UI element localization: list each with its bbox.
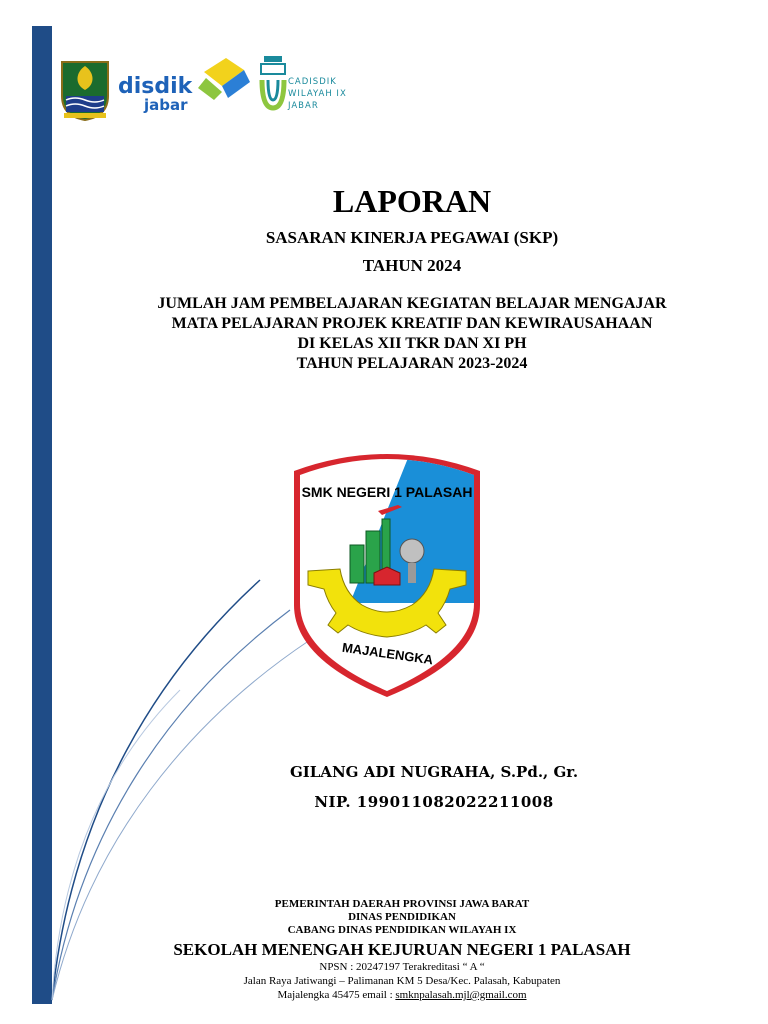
header-logos [58, 50, 458, 130]
school-emblem-region: MAJALENGKA [341, 639, 435, 668]
cadisdik-line-2: WILAYAH IX [288, 89, 347, 99]
disdik-region-wordmark: jabar [144, 96, 188, 114]
description-line-4: TAHUN PELAJARAN 2023-2024 [296, 355, 528, 372]
report-subtitle: SASARAN KINERJA PEGAWAI (SKP) [265, 228, 559, 247]
report-title: LAPORAN [332, 183, 492, 219]
author-name: GILANG ADI NUGRAHA, S.Pd., Gr. [289, 763, 579, 781]
cadisdik-line-1: CADISDIK [288, 77, 337, 87]
footer-department: DINAS PENDIDIKAN [348, 911, 456, 923]
footer-branch: CABANG DINAS PENDIDIKAN WILAYAH IX [287, 924, 517, 936]
footer-government: PEMERINTAH DAERAH PROVINSI JAWA BARAT [274, 898, 530, 910]
description-line-2: MATA PELAJARAN PROJEK KREATIF DAN KEWIRAUSAHAAN [171, 315, 653, 332]
description-line-1: JUMLAH JAM PEMBELAJARAN KEGIATAN BELAJAR MENGAJAR [157, 295, 667, 312]
jabar-province-emblem [58, 56, 112, 122]
description-line-3: DI KELAS XII TKR DAN XI PH [297, 335, 527, 352]
school-emblem [290, 453, 484, 697]
footer-address-line-2 [56, 990, 748, 1001]
footer-school-name: SEKOLAH MENENGAH KEJURUAN NEGERI 1 PALASAH [173, 940, 631, 959]
cadisdik-line-3: JABAR [288, 101, 319, 111]
author-nip: NIP. 199011082022211008 [314, 793, 554, 811]
school-emblem-name: SMK NEGERI 1 PALASAH [301, 484, 473, 500]
footer-address-line-1: Jalan Raya Jatiwangi – Palimanan KM 5 Desa/Kec. Palasah, Kabupaten [243, 975, 561, 987]
footer-email-link[interactable]: smknpalasah.mjl@gmail.com [395, 989, 527, 1001]
footer-npsn: NPSN : 20247197 Terakreditasi “ A “ [319, 961, 485, 973]
cadisdik-logo-mark [258, 52, 288, 114]
report-year: TAHUN 2024 [362, 256, 462, 275]
disdik-wordmark: disdik [118, 74, 193, 99]
footer-address-prefix: Majalengka 45475 email : [277, 989, 396, 1001]
